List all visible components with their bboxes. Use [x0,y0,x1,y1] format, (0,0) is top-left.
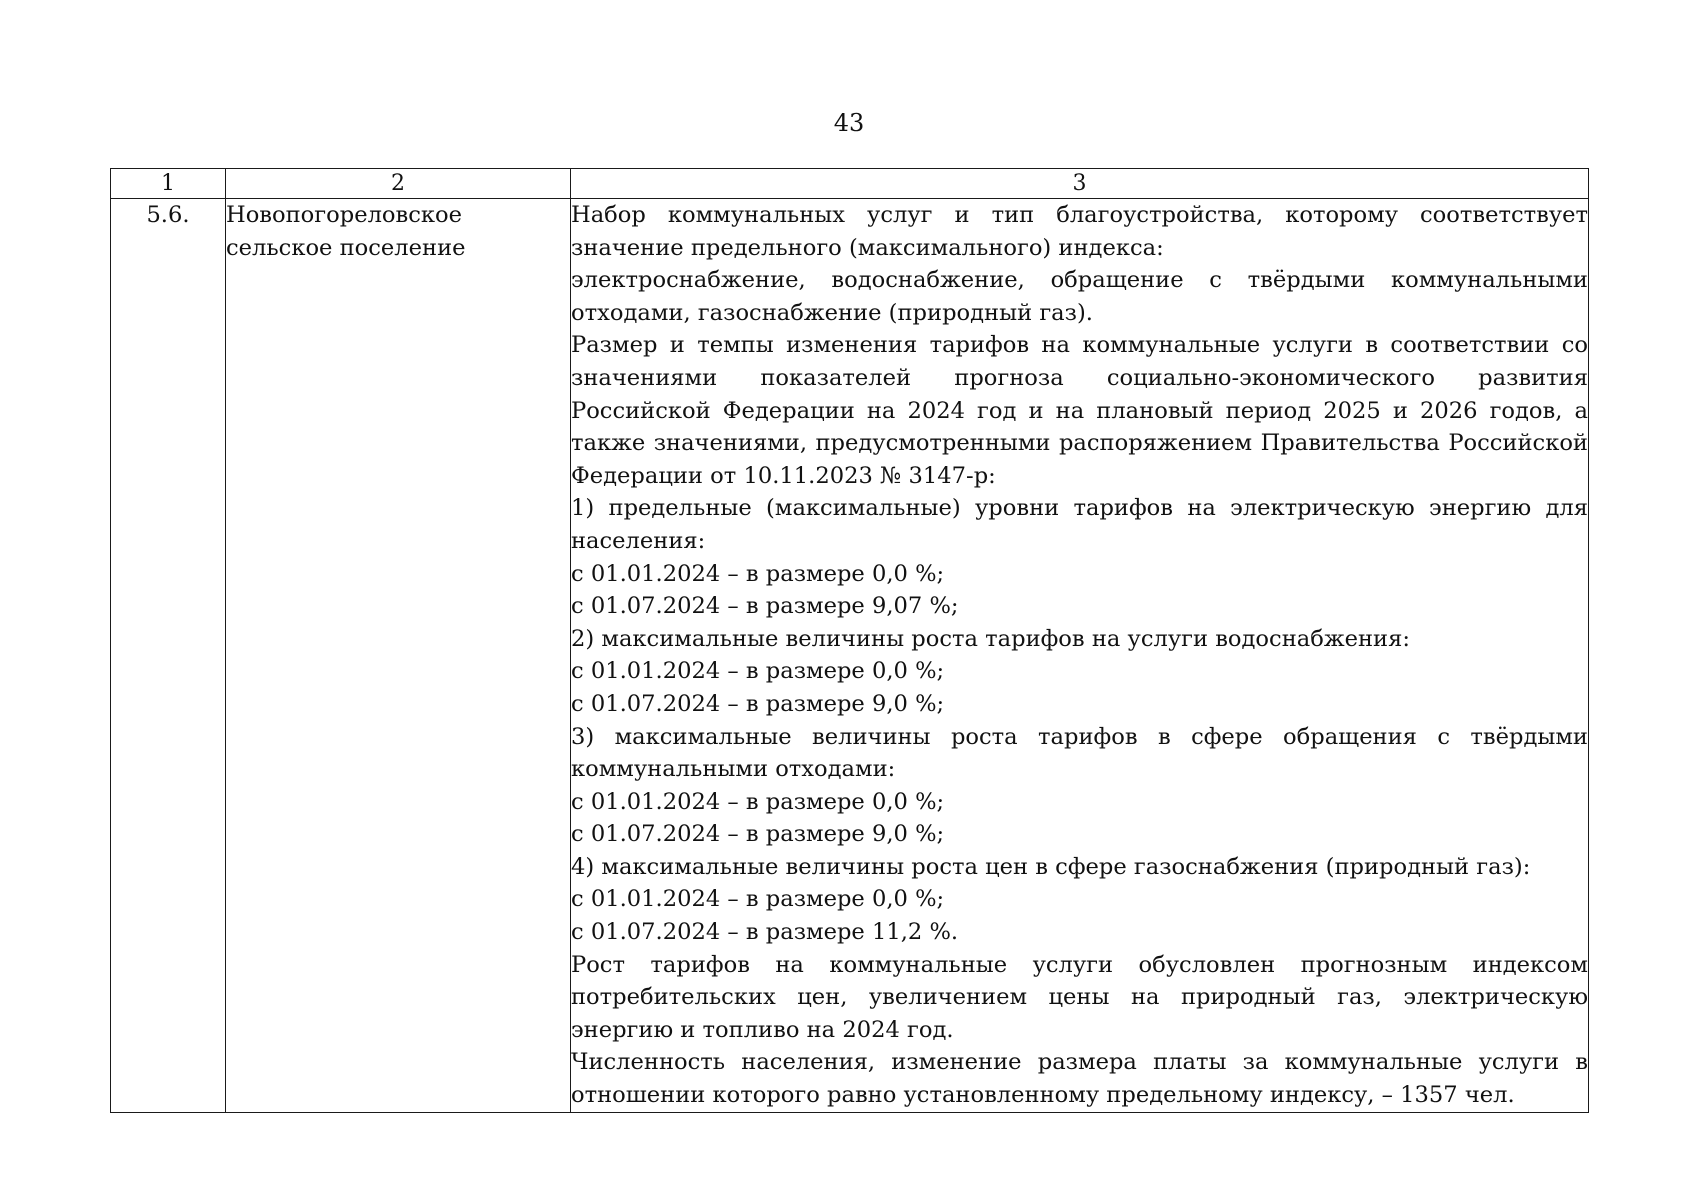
waste-jan: с 01.01.2024 – в размере 0,0 %; [571,788,945,815]
header-cell-1: 1 [111,169,226,199]
gas-jul: с 01.07.2024 – в размере 11,2 %. [571,919,959,946]
tariff-table [110,168,1589,1113]
row-number: 5.6. [111,199,226,1113]
settlement-name: Новопогореловское сельское поселение [226,199,571,1113]
electricity-jan: с 01.01.2024 – в размере 0,0 %; [571,560,945,587]
waste-jul: с 01.07.2024 – в размере 9,0 %; [571,821,945,848]
water-jan: с 01.01.2024 – в размере 0,0 %; [571,658,945,685]
growth-reason-text: Рост тарифов на коммунальные услуги обусловлен прогнозным индексом потребительских цен, увеличением цены на природный газ, электрическую энергию и топливо на 2024 год. [571,951,1588,1043]
table-row [111,199,1589,1113]
electricity-heading: 1) предельные (максимальные) уровни тарифов на электрическую энергию для населения: [571,495,1588,554]
water-heading: 2) максимальные величины роста тарифов на услуги водоснабжения: [571,625,1410,652]
water-jul: с 01.07.2024 – в размере 9,0 %; [571,690,945,717]
services-intro: Набор коммунальных услуг и тип благоустройства, которому соответствует значение предельного (максимального) индекса: [571,202,1588,261]
electricity-jul: с 01.07.2024 – в размере 9,07 %; [571,593,959,620]
gas-heading: 4) максимальные величины роста цен в сфере газоснабжения (природный газ): [571,853,1531,880]
gas-jan: с 01.01.2024 – в размере 0,0 %; [571,886,945,913]
services-list: электроснабжение, водоснабжение, обращение с твёрдыми коммунальными отходами, газоснабжение (природный газ). [571,267,1588,326]
table-header-row [111,169,1589,199]
row-content [571,199,1589,1113]
header-cell-2: 2 [226,169,571,199]
waste-heading: 3) максимальные величины роста тарифов в сфере обращения с твёрдыми коммунальными отходами: [571,723,1588,783]
header-cell-3: 3 [571,169,1589,199]
tariff-basis-text: Размер и темпы изменения тарифов на коммунальные услуги в соответствии со значениями показателей прогноза социально-экономического развития Российской Федерации на 2024 год и на плановый период 2025 и 2026 годов, а также значениями, предусмотренными распоряжением Правительства Российской Федерации от 10.11.2023 № 3147-р: [571,332,1588,489]
population-text: Численность населения, изменение размера платы за коммунальные услуги в отношении которого равно установленному предельному индексу, – 1357 чел. [571,1049,1588,1109]
page-number: 43 [833,109,865,137]
